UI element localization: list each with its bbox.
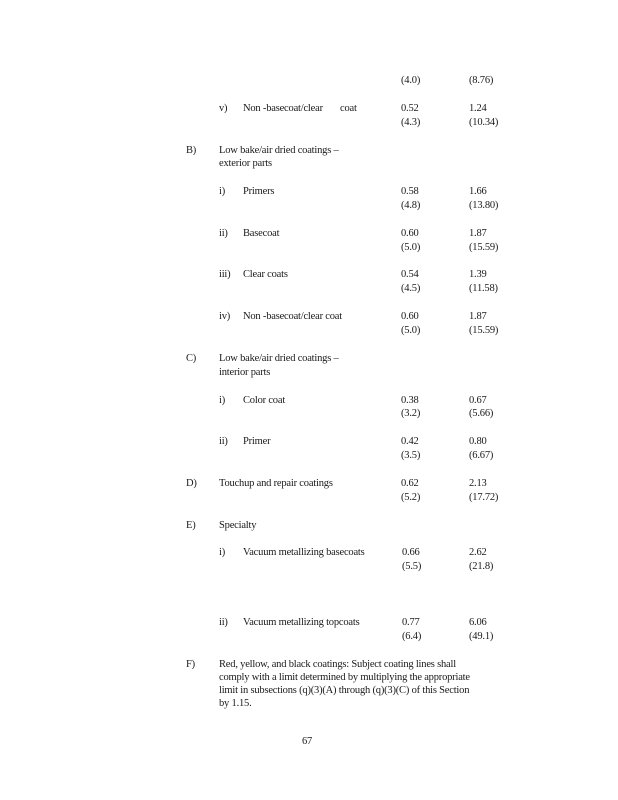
value-1-paren: (5.2) xyxy=(401,492,421,503)
value-2-paren: (21.8) xyxy=(469,561,494,572)
section-title: Low bake/air dried coatings – xyxy=(219,145,339,156)
section-letter: C) xyxy=(186,353,197,364)
section-title: Low bake/air dried coatings – xyxy=(219,353,339,364)
value-2-paren: (13.80) xyxy=(469,200,499,211)
section-letter: E) xyxy=(186,520,196,531)
value-2-paren: (5.66) xyxy=(469,408,494,419)
value-2: 1.39 xyxy=(469,269,487,280)
value-2: 1.24 xyxy=(469,103,487,114)
value-2: 6.06 xyxy=(469,617,487,628)
value-2-paren: (49.1) xyxy=(469,631,494,642)
row-label: Basecoat xyxy=(243,228,280,239)
section-title-line-2: interior parts xyxy=(219,367,271,378)
section-title-line-2: exterior parts xyxy=(219,158,272,169)
value-1-paren: (4.8) xyxy=(401,200,421,211)
value-2: 0.80 xyxy=(469,436,487,447)
row-number: v) xyxy=(219,103,228,114)
value-2: 2.62 xyxy=(469,547,487,558)
top-value-1: (4.0) xyxy=(401,75,421,86)
row-number: i) xyxy=(219,395,226,406)
value-2: 1.87 xyxy=(469,311,487,322)
value-2: 2.13 xyxy=(469,478,487,489)
row-label: Primers xyxy=(243,186,275,197)
value-1-paren: (5.5) xyxy=(402,561,422,572)
value-1-paren: (4.5) xyxy=(401,283,421,294)
value-2: 0.67 xyxy=(469,395,487,406)
row-number: iv) xyxy=(219,311,231,322)
value-2-paren: (11.58) xyxy=(469,283,498,294)
value-1: 0.66 xyxy=(402,547,420,558)
value-1-paren: (6.4) xyxy=(402,631,422,642)
row-number: ii) xyxy=(219,436,228,447)
value-1-paren: (5.0) xyxy=(401,325,421,336)
value-1: 0.60 xyxy=(401,311,419,322)
value-1: 0.58 xyxy=(401,186,419,197)
row-label-continued: coat xyxy=(340,103,357,114)
section-title: Touchup and repair coatings xyxy=(219,478,333,489)
row-label: Vacuum metallizing topcoats xyxy=(243,617,360,628)
value-2-paren: (17.72) xyxy=(469,492,499,503)
row-number: i) xyxy=(219,186,226,197)
section-paragraph: Red, yellow, and black coatings: Subject coating lines shall comply with a limit determined by multiplying the appropriate limit in subsections (q)(3)(A) through (q)(3)(C) of this Section by 1.15. xyxy=(219,659,470,709)
row-number: i) xyxy=(219,547,226,558)
section-letter: F) xyxy=(186,659,195,670)
value-1: 0.54 xyxy=(401,269,419,280)
section-letter: D) xyxy=(186,478,197,489)
row-number: ii) xyxy=(219,617,228,628)
value-1: 0.62 xyxy=(401,478,419,489)
row-label: Clear coats xyxy=(243,269,288,280)
value-2: 1.66 xyxy=(469,186,487,197)
section-title: Specialty xyxy=(219,520,257,531)
row-label: Primer xyxy=(243,436,271,447)
row-label: Vacuum metallizing basecoats xyxy=(243,547,365,558)
value-1: 0.38 xyxy=(401,395,419,406)
value-2: 1.87 xyxy=(469,228,487,239)
page-number: 67 xyxy=(302,736,313,747)
value-2-paren: (6.67) xyxy=(469,450,494,461)
value-1: 0.42 xyxy=(401,436,419,447)
value-1-paren: (4.3) xyxy=(401,117,421,128)
value-2-paren: (15.59) xyxy=(469,325,499,336)
row-label: Color coat xyxy=(243,395,286,406)
value-1: 0.52 xyxy=(401,103,419,114)
top-value-2: (8.76) xyxy=(469,75,494,86)
value-2-paren: (10.34) xyxy=(469,117,499,128)
section-letter: B) xyxy=(186,145,197,156)
value-1: 0.60 xyxy=(401,228,419,239)
row-number: iii) xyxy=(219,269,231,280)
row-label: Non -basecoat/clear xyxy=(243,103,323,114)
value-1: 0.77 xyxy=(402,617,420,628)
value-2-paren: (15.59) xyxy=(469,242,499,253)
value-1-paren: (5.0) xyxy=(401,242,421,253)
row-number: ii) xyxy=(219,228,228,239)
value-1-paren: (3.5) xyxy=(401,450,421,461)
value-1-paren: (3.2) xyxy=(401,408,421,419)
row-label: Non -basecoat/clear coat xyxy=(243,311,342,322)
